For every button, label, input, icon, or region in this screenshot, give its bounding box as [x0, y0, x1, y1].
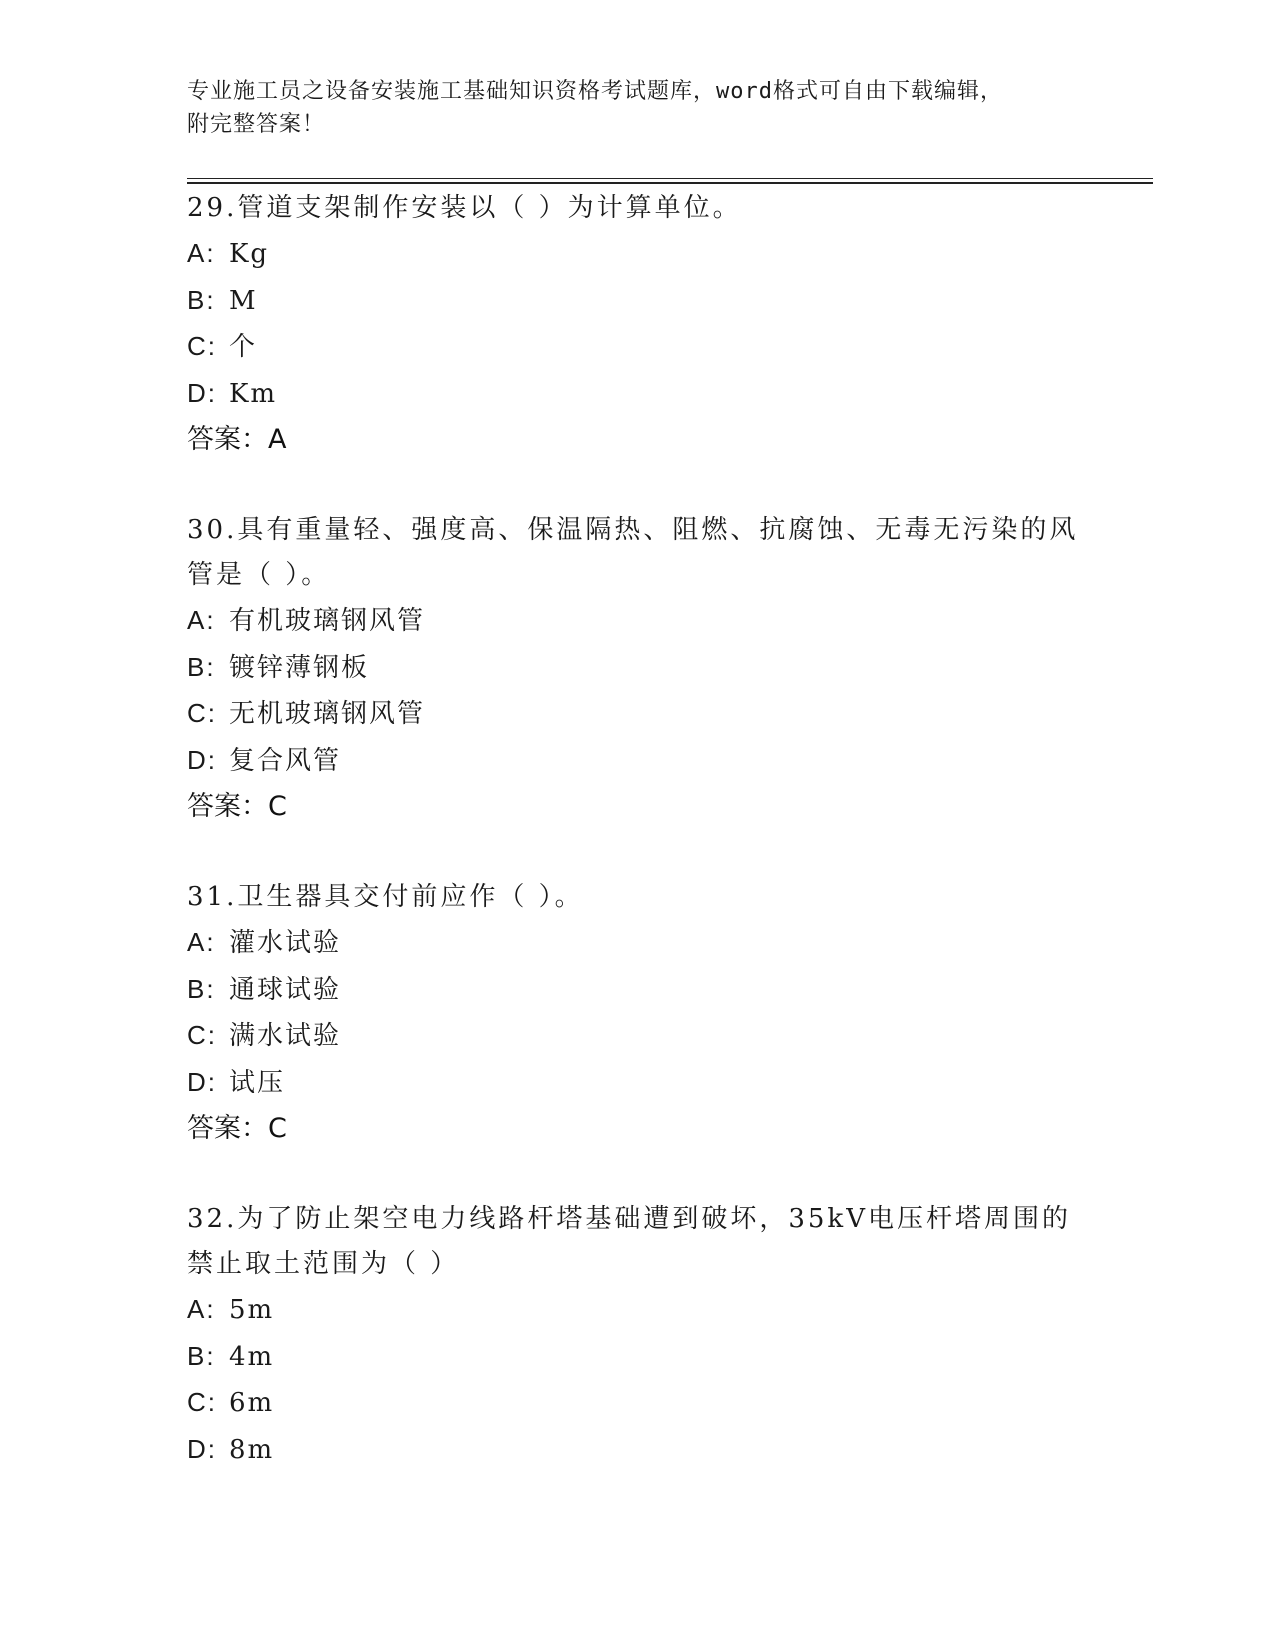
option-d: [187, 738, 1087, 785]
option-b: [187, 645, 1087, 692]
option-text: 6m: [229, 1388, 275, 1418]
option-text: M: [229, 285, 258, 316]
document-header: [187, 75, 1067, 141]
question-32: [187, 1197, 1087, 1473]
answer-line: 答案：A: [187, 424, 287, 455]
option-a: [187, 231, 1087, 278]
option-letter: B:: [187, 1340, 216, 1371]
option-text: 无机玻璃钢风管: [229, 699, 426, 729]
option-a: [187, 1287, 1087, 1334]
option-letter: C:: [187, 1387, 217, 1417]
option-c: [187, 324, 1087, 371]
header-divider-thick: [187, 182, 1153, 184]
option-letter: A:: [187, 927, 216, 957]
option-text: 复合风管: [229, 745, 342, 776]
option-letter: D:: [187, 744, 217, 775]
question-31: [187, 875, 1087, 1151]
option-letter: A:: [187, 238, 216, 268]
option-a: [187, 920, 1087, 967]
option-c: [187, 1013, 1087, 1060]
question-stem: 29.管道支架制作安装以（ ）为计算单位。: [187, 193, 742, 223]
option-b: [187, 278, 1087, 325]
option-text: Km: [229, 378, 278, 409]
option-text: 通球试验: [229, 974, 342, 1005]
option-letter: A:: [187, 1294, 216, 1324]
option-letter: B:: [187, 651, 216, 682]
option-letter: B:: [187, 973, 216, 1004]
option-letter: D:: [187, 377, 217, 408]
header-divider-thin: [187, 178, 1153, 179]
option-text: 满水试验: [229, 1021, 342, 1051]
option-letter: C:: [187, 331, 217, 361]
option-text: 8m: [229, 1434, 275, 1465]
option-text: 镀锌薄钢板: [229, 652, 370, 683]
option-text: 4m: [229, 1341, 275, 1372]
option-a: [187, 598, 1087, 645]
option-text: 5m: [229, 1295, 275, 1325]
header-line-1: 专业施工员之设备安装施工基础知识资格考试题库，word格式可自由下载编辑，: [187, 79, 1003, 104]
option-c: [187, 1380, 1087, 1427]
question-30: [187, 508, 1087, 829]
question-gap: [187, 462, 1087, 508]
option-d: [187, 1060, 1087, 1107]
answer-line: 答案：C: [187, 1113, 287, 1144]
question-gap: [187, 829, 1087, 875]
question-list: [187, 186, 1087, 1473]
question-29: [187, 186, 1087, 462]
option-letter: D:: [187, 1066, 217, 1097]
question-gap: [187, 1151, 1087, 1197]
option-b: [187, 1334, 1087, 1381]
option-text: Kg: [229, 239, 270, 269]
option-letter: C:: [187, 698, 217, 728]
option-c: [187, 691, 1087, 738]
option-text: 试压: [229, 1067, 286, 1098]
question-stem: 31.卫生器具交付前应作（ ）。: [187, 882, 584, 912]
option-text: 个: [229, 332, 258, 362]
option-b: [187, 967, 1087, 1014]
option-d: [187, 371, 1087, 418]
option-letter: A:: [187, 605, 216, 635]
option-letter: C:: [187, 1020, 217, 1050]
option-letter: D:: [187, 1433, 217, 1464]
option-text: 有机玻璃钢风管: [229, 606, 426, 636]
question-stem: 32.为了防止架空电力线路杆塔基础遭到破坏，35kV电压杆塔周围的禁止取土范围为（ ）: [187, 1204, 1071, 1279]
header-line-2: 附完整答案！: [187, 112, 326, 137]
option-d: [187, 1427, 1087, 1474]
option-text: 灌水试验: [229, 928, 342, 958]
option-letter: B:: [187, 284, 216, 315]
question-stem: 30.具有重量轻、强度高、保温隔热、阻燃、抗腐蚀、无毒无污染的风管是（ ）。: [187, 515, 1079, 590]
answer-line: 答案：C: [187, 791, 287, 822]
